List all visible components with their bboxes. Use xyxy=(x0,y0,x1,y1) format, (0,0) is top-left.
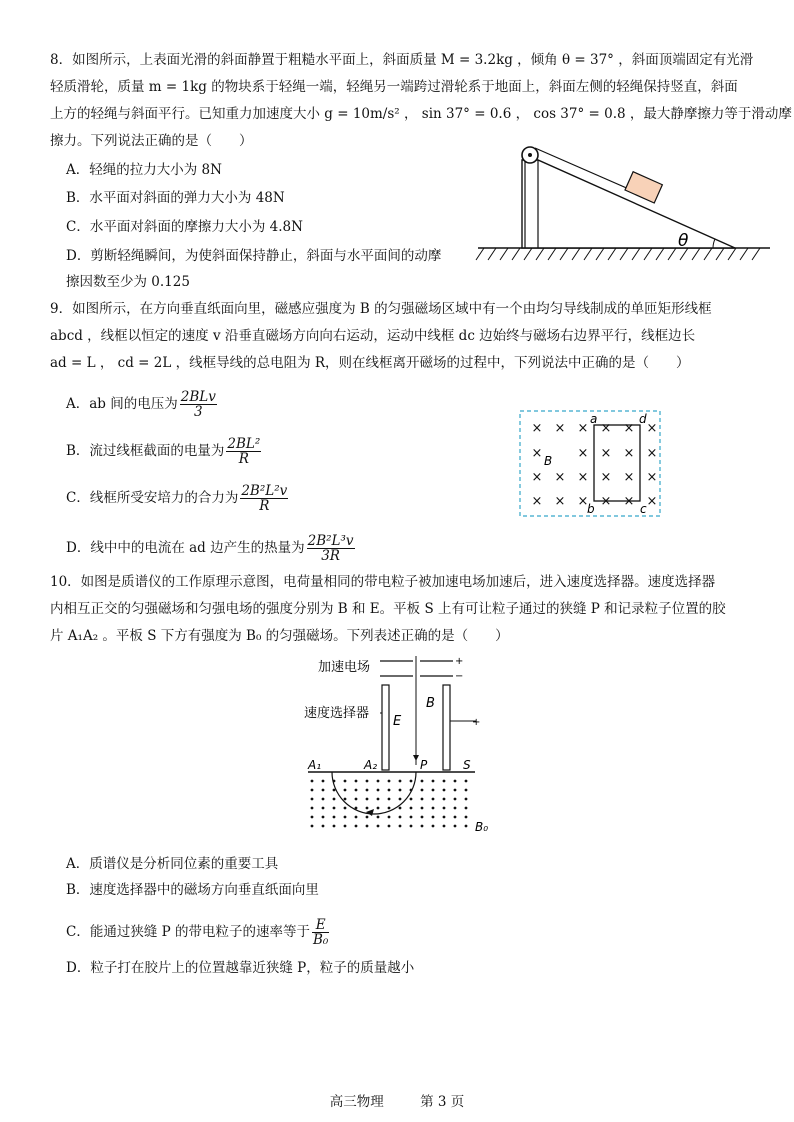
field-dot xyxy=(454,825,457,828)
field-cross: × xyxy=(623,446,635,461)
footer-page-number: 第 3 页 xyxy=(420,1094,465,1110)
field-cross: × xyxy=(600,494,612,509)
field-dot xyxy=(432,780,435,783)
label-B0: B₀ xyxy=(475,820,489,834)
field-cross: × xyxy=(577,470,589,485)
field-cross: × xyxy=(600,421,612,436)
field-dot xyxy=(333,798,336,801)
field-dot xyxy=(311,798,314,801)
field-dot xyxy=(311,789,314,792)
field-cross: × xyxy=(646,446,658,461)
field-dot xyxy=(377,816,380,819)
field-cross: × xyxy=(531,421,543,436)
field-dot xyxy=(465,798,468,801)
field-dot xyxy=(388,807,391,810)
q10-option-d: D．粒子打在胶片上的位置越靠近狭缝 P，粒子的质量越小 xyxy=(66,960,415,976)
field-dot xyxy=(421,798,424,801)
field-dot xyxy=(377,780,380,783)
field-dot xyxy=(366,780,369,783)
field-cross: × xyxy=(554,421,566,436)
field-cross: × xyxy=(623,470,635,485)
field-dot xyxy=(454,798,457,801)
field-dot xyxy=(388,780,391,783)
field-cross: × xyxy=(531,470,543,485)
q10-stem-line-2: 内相互正交的匀强磁场和匀强电场的强度分别为 B 和 E。平板 S 上有可让粒子通过的狭缝 P 和记录粒子位置的胶 xyxy=(50,601,726,617)
field-dot xyxy=(432,798,435,801)
field-dot xyxy=(311,825,314,828)
q8-option-b: B．水平面对斜面的弹力大小为 48N xyxy=(66,190,285,206)
field-cross: × xyxy=(623,421,635,436)
field-dot xyxy=(377,798,380,801)
field-dot xyxy=(399,825,402,828)
label-E: E xyxy=(393,714,402,729)
field-dot xyxy=(432,789,435,792)
field-dot xyxy=(454,780,457,783)
q9-option-a: A．ab 间的电压为 $\frac{\text{2BLv}}{3}$ xyxy=(66,389,216,420)
field-dot xyxy=(443,807,446,810)
field-dot xyxy=(443,798,446,801)
field-dot xyxy=(333,825,336,828)
q8-option-a: A．轻绳的拉力大小为 8N xyxy=(66,162,222,178)
field-dot xyxy=(443,789,446,792)
velocity-selector-label: 速度选择器 xyxy=(304,706,370,721)
field-dot xyxy=(377,807,380,810)
field-cross: × xyxy=(531,446,543,461)
field-dot xyxy=(443,780,446,783)
field-dot xyxy=(432,825,435,828)
field-dot xyxy=(322,780,325,783)
field-dot xyxy=(388,789,391,792)
mass-spectrometer-figure xyxy=(300,655,500,835)
footer-subject: 高三物理 xyxy=(329,1094,384,1110)
field-dot xyxy=(432,816,435,819)
field-dot xyxy=(322,825,325,828)
field-dot xyxy=(333,816,336,819)
q8-stem-line-2: 轻质滑轮，质量 m = 1kg 的物块系于轻绳一端，轻绳另一端跨过滑轮系于地面上，斜面左侧的轻绳保持竖直，斜面 xyxy=(50,79,738,95)
field-cross: × xyxy=(646,494,658,509)
field-dot xyxy=(388,825,391,828)
field-cross: × xyxy=(554,494,566,509)
field-dot xyxy=(432,807,435,810)
field-cross: × xyxy=(646,470,658,485)
label-B: B xyxy=(544,454,553,468)
q8-option-c: C．水平面对斜面的摩擦力大小为 4.8N xyxy=(66,219,303,235)
plus-sign-right: + xyxy=(472,717,481,728)
field-dot xyxy=(366,798,369,801)
field-dot xyxy=(344,807,347,810)
field-dot xyxy=(311,780,314,783)
field-dot xyxy=(366,816,369,819)
field-dot xyxy=(399,816,402,819)
field-dot xyxy=(366,807,369,810)
field-dot xyxy=(366,789,369,792)
q9-option-d: D．线中中的电流在 ad 边产生的热量为 $\frac{\text{2B²L³v}}{3R}$ xyxy=(66,533,354,564)
field-dot xyxy=(355,789,358,792)
field-dot xyxy=(410,807,413,810)
field-dot xyxy=(465,816,468,819)
q8-option-d: D．剪断轻绳瞬间，为使斜面保持静止，斜面与水平面间的动摩 xyxy=(66,248,442,264)
page-footer xyxy=(0,1090,794,1110)
field-dot xyxy=(344,816,347,819)
field-dot xyxy=(322,789,325,792)
q10-option-a: A．质谱仪是分析同位素的重要工具 xyxy=(66,856,279,872)
plus-sign-top: + xyxy=(455,656,464,667)
q10-stem-line-3: 片 A₁A₂ 。平板 S 下方有强度为 B₀ 的匀强磁场。下列表述正确的是（ ） xyxy=(50,628,509,644)
label-A1: A₁ xyxy=(308,758,322,772)
field-dot xyxy=(454,789,457,792)
field-dot xyxy=(421,816,424,819)
block-m xyxy=(625,172,662,203)
field-dot xyxy=(410,825,413,828)
field-dot xyxy=(454,816,457,819)
q8-stem-line-3: 上方的轻绳与斜面平行。已知重力加速度大小 g = 10m/s² ， sin 37° = 0.6 ， cos 37° = 0.8 ，最大静摩擦力等于滑动摩 xyxy=(50,106,792,122)
field-dot xyxy=(322,807,325,810)
field-dot xyxy=(344,780,347,783)
field-cross: × xyxy=(623,494,635,509)
field-cross: × xyxy=(577,421,589,436)
field-dot xyxy=(333,807,336,810)
field-dot xyxy=(465,807,468,810)
label-c: c xyxy=(640,502,647,516)
accel-field-label: 加速电场 xyxy=(318,660,371,675)
label-B-selector: B xyxy=(426,696,435,711)
field-cross: × xyxy=(531,494,543,509)
label-A2: A₂ xyxy=(364,758,378,772)
field-dot xyxy=(355,825,358,828)
field-dot xyxy=(311,807,314,810)
field-dot xyxy=(366,825,369,828)
field-dot xyxy=(410,780,413,783)
magnetic-field-figure xyxy=(518,408,664,520)
field-dot xyxy=(399,789,402,792)
field-dot xyxy=(322,798,325,801)
q9-stem-line-3: ad = L ， cd = 2L ，线框导线的总电阻为 R，则在线框离开磁场的过程中，下列说法中正确的是（ ） xyxy=(50,355,690,371)
wire-frame-abcd xyxy=(594,425,640,501)
field-dot xyxy=(399,798,402,801)
field-cross: × xyxy=(577,494,589,509)
q9-option-c: C．线框所受安培力的合力为 $\frac{\text{2B²L²v}}{R}$ xyxy=(66,483,288,514)
field-cross: × xyxy=(646,421,658,436)
selector-plate-left xyxy=(382,685,389,770)
field-dot xyxy=(399,780,402,783)
q10-option-c: C．能通过狭缝 P 的带电粒子的速率等于 $\frac{E}{\text{B₀}}$ xyxy=(66,917,329,948)
q8-stem-line-1: 8．如图所示，上表面光滑的斜面静置于粗糙水平面上，斜面质量 M = 3.2kg ，倾角 θ = 37° ，斜面顶端固定有光滑 xyxy=(50,52,754,68)
label-b: b xyxy=(587,502,595,516)
field-dot xyxy=(421,825,424,828)
field-dot xyxy=(421,789,424,792)
field-dot xyxy=(344,798,347,801)
field-dot xyxy=(421,780,424,783)
field-dot xyxy=(377,825,380,828)
field-dot xyxy=(465,825,468,828)
field-dot xyxy=(388,816,391,819)
field-cross: × xyxy=(600,470,612,485)
field-dot xyxy=(465,789,468,792)
minus-sign-top: − xyxy=(455,671,464,682)
incline-figure xyxy=(470,140,780,270)
field-cross: × xyxy=(600,446,612,461)
label-d: d xyxy=(639,412,647,426)
selector-plate-right xyxy=(443,685,450,770)
q9-option-b: B．流过线框截面的电量为 $\frac{\text{2BL²}}{R}$ xyxy=(66,436,261,467)
field-dot xyxy=(311,816,314,819)
field-dot xyxy=(443,816,446,819)
field-dot xyxy=(344,789,347,792)
q10-option-b: B．速度选择器中的磁场方向垂直纸面向里 xyxy=(66,882,319,898)
field-cross: × xyxy=(554,470,566,485)
field-dot xyxy=(344,825,347,828)
field-dot xyxy=(443,825,446,828)
label-S: S xyxy=(463,758,471,772)
field-dot xyxy=(355,798,358,801)
angle-theta-label: θ xyxy=(678,231,689,251)
q10-stem-line-1: 10．如图是质谱仪的工作原理示意图，电荷量相同的带电粒子被加速电场加速后，进入速度选择器。速度选择器 xyxy=(50,574,716,590)
label-a: a xyxy=(590,412,598,426)
q9-stem-line-1: 9．如图所示，在方向垂直纸面向里，磁感应强度为 B 的匀强磁场区域中有一个由均匀导线制成的单匝矩形线框 xyxy=(50,301,712,317)
field-dot xyxy=(421,807,424,810)
label-P: P xyxy=(420,758,428,772)
q8-option-d-cont: 擦因数至少为 0.125 xyxy=(66,274,190,290)
q9-stem-line-2: abcd ，线框以恒定的速度 v 沿垂直磁场方向向右运动，运动中线框 dc 边始终与磁场右边界平行，线框边长 xyxy=(50,328,696,344)
field-dot xyxy=(454,807,457,810)
field-dot xyxy=(355,816,358,819)
incline-block xyxy=(522,160,735,248)
field-cross: × xyxy=(577,446,589,461)
field-dot xyxy=(410,798,413,801)
field-dot xyxy=(388,798,391,801)
field-dot xyxy=(322,816,325,819)
field-dot xyxy=(465,780,468,783)
field-dot xyxy=(355,780,358,783)
ground-hatching xyxy=(476,248,760,260)
q8-stem-line-4: 擦力。下列说法正确的是（ ） xyxy=(50,133,253,149)
field-dot xyxy=(399,807,402,810)
field-dot xyxy=(410,816,413,819)
field-dot xyxy=(377,789,380,792)
